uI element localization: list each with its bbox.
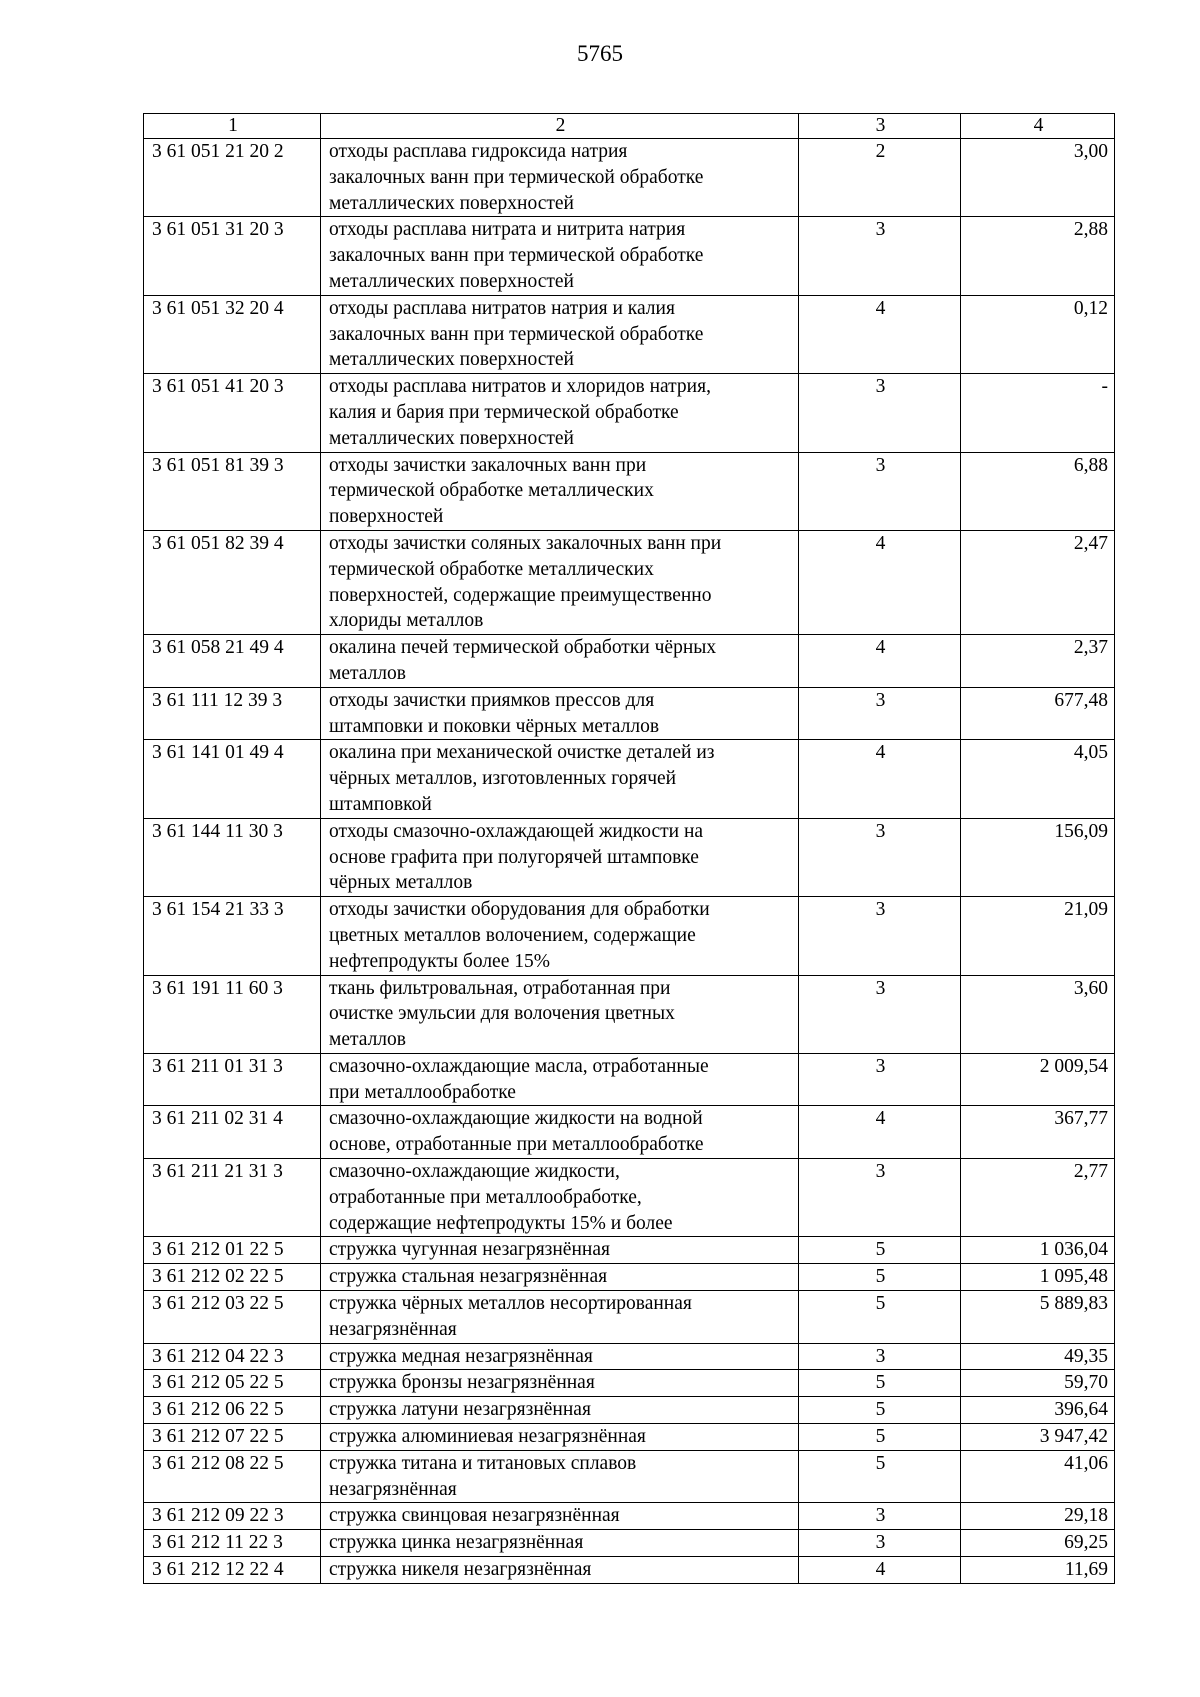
waste-code-cell: 3 61 212 03 22 5 <box>144 1291 321 1344</box>
hazard-class-cell: 4 <box>799 295 961 373</box>
waste-name-cell: стружка латуни незагрязнённая <box>321 1397 799 1424</box>
waste-name-cell: отходы смазочно-охлаждающей жидкости на основе графита при полугорячей штамповке чёрных металлов <box>321 818 799 896</box>
table-row <box>144 1053 1115 1106</box>
hazard-class-cell: 4 <box>799 635 961 688</box>
waste-name-cell: отходы зачистки закалочных ванн при термической обработке металлических поверхностей <box>321 452 799 530</box>
table-row <box>144 897 1115 975</box>
quantity-cell: 3 947,42 <box>961 1424 1115 1451</box>
hazard-class-cell: 4 <box>799 1106 961 1159</box>
quantity-cell: 6,88 <box>961 452 1115 530</box>
waste-code-cell: 3 61 212 02 22 5 <box>144 1264 321 1291</box>
waste-code-cell: 3 61 212 04 22 3 <box>144 1343 321 1370</box>
waste-name-cell: стружка бронзы незагрязнённая <box>321 1370 799 1397</box>
quantity-cell: 2,88 <box>961 217 1115 295</box>
header-row <box>144 114 1115 139</box>
table-row <box>144 1530 1115 1557</box>
waste-code-cell: 3 61 212 12 22 4 <box>144 1557 321 1584</box>
waste-name-cell: отходы зачистки соляных закалочных ванн при термической обработке металлических поверхностей, содержащие преимущественно хлориды металлов <box>321 530 799 634</box>
hazard-class-cell: 3 <box>799 1159 961 1237</box>
page-number: 5765 <box>577 41 623 66</box>
waste-code-cell: 3 61 051 41 20 3 <box>144 374 321 452</box>
table-row <box>144 1343 1115 1370</box>
quantity-cell: 2,77 <box>961 1159 1115 1237</box>
hazard-class-cell: 3 <box>799 1343 961 1370</box>
quantity-cell: 2,47 <box>961 530 1115 634</box>
table-row <box>144 1237 1115 1264</box>
waste-code-cell: 3 61 212 05 22 5 <box>144 1370 321 1397</box>
quantity-cell: 49,35 <box>961 1343 1115 1370</box>
waste-name-cell: отходы расплава нитрата и нитрита натрия закалочных ванн при термической обработке металлических поверхностей <box>321 217 799 295</box>
waste-name-cell: смазочно-охлаждающие жидкости, отработанные при металлообработке, содержащие нефтепродукты 15% и более <box>321 1159 799 1237</box>
waste-code-cell: 3 61 051 81 39 3 <box>144 452 321 530</box>
quantity-cell: 4,05 <box>961 740 1115 818</box>
waste-name-cell: стружка чёрных металлов несортированная незагрязнённая <box>321 1291 799 1344</box>
table-row <box>144 687 1115 740</box>
table-row <box>144 530 1115 634</box>
table-header <box>144 114 1115 139</box>
table-row <box>144 975 1115 1053</box>
waste-name-cell: отходы расплава нитратов и хлоридов натрия, калия и бария при термической обработке металлических поверхностей <box>321 374 799 452</box>
header-col-2: 2 <box>321 114 799 139</box>
waste-name-cell: стружка медная незагрязнённая <box>321 1343 799 1370</box>
waste-code-cell: 3 61 051 21 20 2 <box>144 139 321 217</box>
table-row <box>144 1424 1115 1451</box>
waste-code-cell: 3 61 212 11 22 3 <box>144 1530 321 1557</box>
table-row <box>144 1397 1115 1424</box>
waste-name-cell: стружка чугунная незагрязнённая <box>321 1237 799 1264</box>
hazard-class-cell: 5 <box>799 1264 961 1291</box>
quantity-cell: 1 095,48 <box>961 1264 1115 1291</box>
table-row <box>144 818 1115 896</box>
table-body <box>144 139 1115 1584</box>
waste-code-cell: 3 61 154 21 33 3 <box>144 897 321 975</box>
table-row <box>144 217 1115 295</box>
header-col-4: 4 <box>961 114 1115 139</box>
hazard-class-cell: 5 <box>799 1450 961 1503</box>
hazard-class-cell: 5 <box>799 1237 961 1264</box>
waste-name-cell: стружка никеля незагрязнённая <box>321 1557 799 1584</box>
hazard-class-cell: 5 <box>799 1291 961 1344</box>
hazard-class-cell: 4 <box>799 1557 961 1584</box>
quantity-cell: 59,70 <box>961 1370 1115 1397</box>
waste-name-cell: смазочно-охлаждающие масла, отработанные при металлообработке <box>321 1053 799 1106</box>
quantity-cell: 41,06 <box>961 1450 1115 1503</box>
quantity-cell: 5 889,83 <box>961 1291 1115 1344</box>
quantity-cell: 11,69 <box>961 1557 1115 1584</box>
hazard-class-cell: 3 <box>799 687 961 740</box>
table-row <box>144 374 1115 452</box>
hazard-class-cell: 3 <box>799 975 961 1053</box>
waste-code-cell: 3 61 212 09 22 3 <box>144 1503 321 1530</box>
waste-name-cell: смазочно-охлаждающие жидкости на водной основе, отработанные при металлообработке <box>321 1106 799 1159</box>
waste-name-cell: отходы зачистки приямков прессов для штамповки и поковки чёрных металлов <box>321 687 799 740</box>
waste-name-cell: окалина при механической очистке деталей из чёрных металлов, изготовленных горячей штамповкой <box>321 740 799 818</box>
hazard-class-cell: 3 <box>799 818 961 896</box>
table-row <box>144 1106 1115 1159</box>
hazard-class-cell: 4 <box>799 530 961 634</box>
hazard-class-cell: 4 <box>799 740 961 818</box>
table-row <box>144 295 1115 373</box>
waste-code-cell: 3 61 211 02 31 4 <box>144 1106 321 1159</box>
hazard-class-cell: 2 <box>799 139 961 217</box>
quantity-cell: 367,77 <box>961 1106 1115 1159</box>
table-row <box>144 1159 1115 1237</box>
waste-code-cell: 3 61 051 82 39 4 <box>144 530 321 634</box>
hazard-class-cell: 5 <box>799 1397 961 1424</box>
table-row <box>144 1370 1115 1397</box>
waste-code-cell: 3 61 111 12 39 3 <box>144 687 321 740</box>
waste-name-cell: отходы зачистки оборудования для обработки цветных металлов волочением, содержащие нефтепродукты более 15% <box>321 897 799 975</box>
table-row <box>144 139 1115 217</box>
quantity-cell: 3,60 <box>961 975 1115 1053</box>
header-col-3: 3 <box>799 114 961 139</box>
quantity-cell: 2,37 <box>961 635 1115 688</box>
quantity-cell: 0,12 <box>961 295 1115 373</box>
waste-code-cell: 3 61 144 11 30 3 <box>144 818 321 896</box>
hazard-class-cell: 3 <box>799 1053 961 1106</box>
waste-name-cell: отходы расплава гидроксида натрия закалочных ванн при термической обработке металлических поверхностей <box>321 139 799 217</box>
hazard-class-cell: 5 <box>799 1424 961 1451</box>
waste-code-cell: 3 61 141 01 49 4 <box>144 740 321 818</box>
waste-code-cell: 3 61 211 21 31 3 <box>144 1159 321 1237</box>
table-row <box>144 1557 1115 1584</box>
hazard-class-cell: 3 <box>799 452 961 530</box>
quantity-cell: - <box>961 374 1115 452</box>
waste-name-cell: стружка стальная незагрязнённая <box>321 1264 799 1291</box>
waste-code-cell: 3 61 211 01 31 3 <box>144 1053 321 1106</box>
hazard-class-cell: 3 <box>799 217 961 295</box>
waste-code-cell: 3 61 212 06 22 5 <box>144 1397 321 1424</box>
hazard-class-cell: 3 <box>799 374 961 452</box>
hazard-class-cell: 5 <box>799 1370 961 1397</box>
quantity-cell: 69,25 <box>961 1530 1115 1557</box>
waste-name-cell: стружка алюминиевая незагрязнённая <box>321 1424 799 1451</box>
waste-code-cell: 3 61 051 31 20 3 <box>144 217 321 295</box>
quantity-cell: 677,48 <box>961 687 1115 740</box>
waste-code-cell: 3 61 212 08 22 5 <box>144 1450 321 1503</box>
quantity-cell: 1 036,04 <box>961 1237 1115 1264</box>
waste-code-cell: 3 61 212 01 22 5 <box>144 1237 321 1264</box>
hazard-class-cell: 3 <box>799 1503 961 1530</box>
hazard-class-cell: 3 <box>799 897 961 975</box>
quantity-cell: 29,18 <box>961 1503 1115 1530</box>
quantity-cell: 3,00 <box>961 139 1115 217</box>
waste-code-cell: 3 61 191 11 60 3 <box>144 975 321 1053</box>
waste-name-cell: отходы расплава нитратов натрия и калия закалочных ванн при термической обработке металлических поверхностей <box>321 295 799 373</box>
waste-name-cell: ткань фильтровальная, отработанная при очистке эмульсии для волочения цветных металлов <box>321 975 799 1053</box>
table-row <box>144 1503 1115 1530</box>
table-row <box>144 1450 1115 1503</box>
quantity-cell: 156,09 <box>961 818 1115 896</box>
waste-name-cell: стружка титана и титановых сплавов незагрязнённая <box>321 1450 799 1503</box>
table-row <box>144 1291 1115 1344</box>
hazard-class-cell: 3 <box>799 1530 961 1557</box>
waste-code-cell: 3 61 051 32 20 4 <box>144 295 321 373</box>
waste-name-cell: стружка цинка незагрязнённая <box>321 1530 799 1557</box>
table-row <box>144 452 1115 530</box>
waste-code-cell: 3 61 058 21 49 4 <box>144 635 321 688</box>
quantity-cell: 2 009,54 <box>961 1053 1115 1106</box>
waste-table <box>143 113 1115 1584</box>
waste-name-cell: окалина печей термической обработки чёрных металлов <box>321 635 799 688</box>
waste-name-cell: стружка свинцовая незагрязнённая <box>321 1503 799 1530</box>
table-row <box>144 635 1115 688</box>
table-row <box>144 740 1115 818</box>
waste-code-cell: 3 61 212 07 22 5 <box>144 1424 321 1451</box>
header-col-1: 1 <box>144 114 321 139</box>
table-row <box>144 1264 1115 1291</box>
quantity-cell: 396,64 <box>961 1397 1115 1424</box>
quantity-cell: 21,09 <box>961 897 1115 975</box>
